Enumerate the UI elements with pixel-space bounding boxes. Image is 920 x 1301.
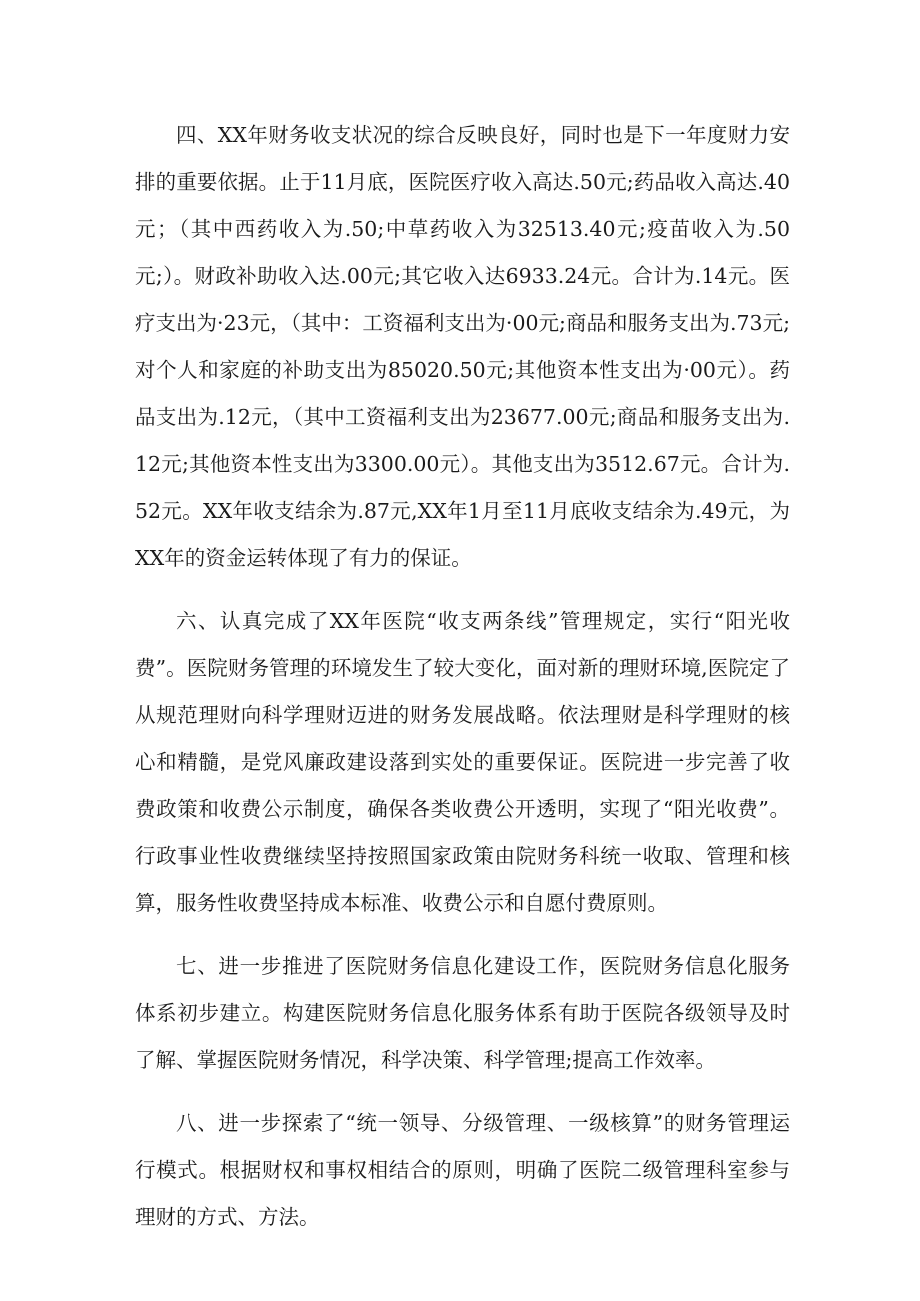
paragraph-4-financial-summary: 四、XX年财务收支状况的综合反映良好，同时也是下一年度财力安排的重要依据。止于11月底，医院医疗收入高达.50元;药品收入高达.40元；（其中西药收入为.50;中草药收入为32513.40元;疫苗收入为.50元;）。财政补助收入达.00元;其它收入达6933.24元。合计为.14元。医疗支出为·23元，（其中：工资福利支出为·00元;商品和服务支出为.73元;对个人和家庭的补助支出为85020.50元;其他资本性支出为·00元）。药品支出为.12元，（其中工资福利支出为23677.00元;商品和服务支出为.12元;其他资本性支出为3300.00元）。其他支出为3512.67元。合计为.52元。XX年收支结余为.87元,XX年1月至11月底收支结余为.49元，为XX年的资金运转体现了有力的保证。 <box>135 123 790 570</box>
document-body <box>135 112 790 1257</box>
paragraph-8-management-mode: 八、进一步探索了“统一领导、分级管理、一级核算”的财务管理运行模式。根据财权和事权相结合的原则，明确了医院二级管理科室参与理财的方式、方法。 <box>135 1111 790 1229</box>
paragraph-6-sunshine-fees: 六、认真完成了XX年医院“收支两条线”管理规定，实行“阳光收费”。医院财务管理的环境发生了较大变化，面对新的理财环境,医院定了从规范理财向科学理财迈进的财务发展战略。依法理财是科学理财的核心和精髓，是党风廉政建设落到实处的重要保证。医院进一步完善了收费政策和收费公示制度，确保各类收费公开透明，实现了“阳光收费”。行政事业性收费继续坚持按照国家政策由院财务科统一收取、管理和核算，服务性收费坚持成本标准、收费公示和自愿付费原则。 <box>135 609 790 915</box>
paragraph-7-informatization: 七、进一步推进了医院财务信息化建设工作，医院财务信息化服务体系初步建立。构建医院财务信息化服务体系有助于医院各级领导及时了解、掌握医院财务情况，科学决策、科学管理;提高工作效率。 <box>135 954 790 1072</box>
